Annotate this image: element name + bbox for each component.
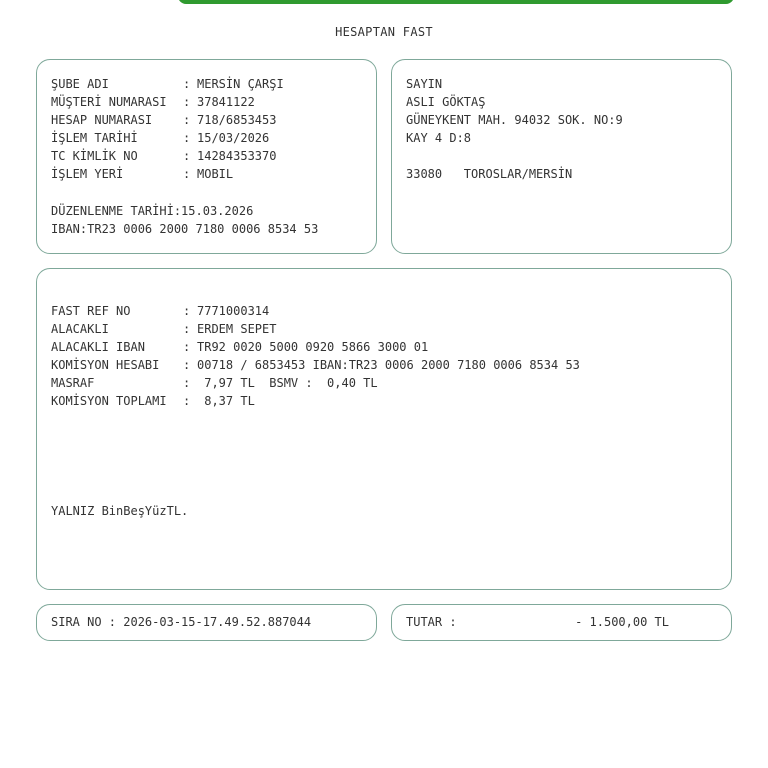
- account-number-row: HESAP NUMARASI : 718/6853453: [51, 113, 277, 127]
- creditor-row: ALACAKLI : ERDEM SEPET: [51, 322, 277, 336]
- transaction-place-value: MOBIL: [197, 167, 234, 181]
- branch-label: ŞUBE ADI: [51, 77, 109, 91]
- creditor-iban-value: TR92 0020 5000 0920 5866 3000 01: [197, 340, 429, 354]
- account-number-value: 718/6853453: [197, 113, 277, 127]
- transfer-details-box: [36, 268, 732, 590]
- top-accent-bar: [178, 0, 734, 4]
- fast-ref-label: FAST REF NO: [51, 304, 131, 318]
- creditor-label: ALACAKLI: [51, 322, 109, 336]
- commission-account-label: KOMİSYON HESABI: [51, 358, 160, 372]
- branch-info-box: [36, 59, 377, 254]
- branch-value: MERSİN ÇARŞI: [197, 77, 284, 91]
- amount-in-words: YALNIZ BinBeşYüzTL.: [51, 504, 189, 518]
- creditor-iban-row: ALACAKLI IBAN : TR92 0020 5000 0920 5866 3000 01: [51, 340, 429, 354]
- recipient-salutation: SAYIN: [406, 77, 443, 91]
- recipient-name: ASLI GÖKTAŞ: [406, 95, 486, 109]
- creditor-value: ERDEM SEPET: [197, 322, 277, 336]
- creditor-iban-label: ALACAKLI IBAN: [51, 340, 145, 354]
- transaction-place-label: İŞLEM YERİ: [51, 167, 124, 181]
- commission-account-value: 00718 / 6853453 IBAN:TR23 0006 2000 7180 0006 8534 53: [197, 358, 580, 372]
- fast-ref-value: 7771000314: [197, 304, 270, 318]
- total-amount: - 1.500,00 TL: [575, 615, 669, 629]
- customer-number-row: MÜŞTERİ NUMARASI : 37841122: [51, 95, 255, 109]
- fee-label: MASRAF: [51, 376, 95, 390]
- account-number-label: HESAP NUMARASI: [51, 113, 153, 127]
- sequence-number: SIRA NO : 2026-03-15-17.49.52.887044: [51, 615, 312, 629]
- sequence-box: [36, 604, 377, 641]
- customer-number-label: MÜŞTERİ NUMARASI: [51, 95, 167, 109]
- commission-account-row: KOMİSYON HESABI : 00718 / 6853453 IBAN:TR23 0006 2000 7180 0006 8534 53: [51, 358, 580, 372]
- fee-row: MASRAF : 7,97 TL BSMV : 0,40 TL: [51, 376, 378, 390]
- fast-ref-row: FAST REF NO : 7771000314: [51, 304, 270, 318]
- recipient-address-line-1: GÜNEYKENT MAH. 94032 SOK. NO:9: [406, 113, 623, 127]
- national-id-label: TC KİMLİK NO: [51, 149, 138, 163]
- national-id-row: TC KİMLİK NO : 14284353370: [51, 149, 277, 163]
- transaction-date-label: İŞLEM TARİHİ: [51, 131, 138, 145]
- transaction-place-row: İŞLEM YERİ : MOBIL: [51, 167, 234, 181]
- recipient-postal-city: 33080 TOROSLAR/MERSİN: [406, 167, 573, 181]
- customer-number-value: 37841122: [197, 95, 255, 109]
- commission-total-row: KOMİSYON TOPLAMI : 8,37 TL: [51, 394, 255, 408]
- commission-total-label: KOMİSYON TOPLAMI: [51, 394, 167, 408]
- recipient-address-line-2: KAY 4 D:8: [406, 131, 472, 145]
- transaction-date-value: 15/03/2026: [197, 131, 270, 145]
- transaction-date-row: İŞLEM TARİHİ : 15/03/2026: [51, 131, 270, 145]
- commission-total-value: 8,37 TL: [197, 394, 255, 408]
- document-title: HESAPTAN FAST: [335, 25, 433, 39]
- branch-row: ŞUBE ADI : MERSİN ÇARŞI: [51, 77, 284, 91]
- national-id-value: 14284353370: [197, 149, 277, 163]
- total-box: [391, 604, 732, 641]
- issue-date: DÜZENLENME TARİHİ:15.03.2026: [51, 204, 254, 218]
- recipient-box: [391, 59, 732, 254]
- total-label: TUTAR :: [406, 615, 457, 629]
- account-iban: IBAN:TR23 0006 2000 7180 0006 8534 53: [51, 222, 319, 236]
- fee-value: 7,97 TL BSMV : 0,40 TL: [197, 376, 378, 390]
